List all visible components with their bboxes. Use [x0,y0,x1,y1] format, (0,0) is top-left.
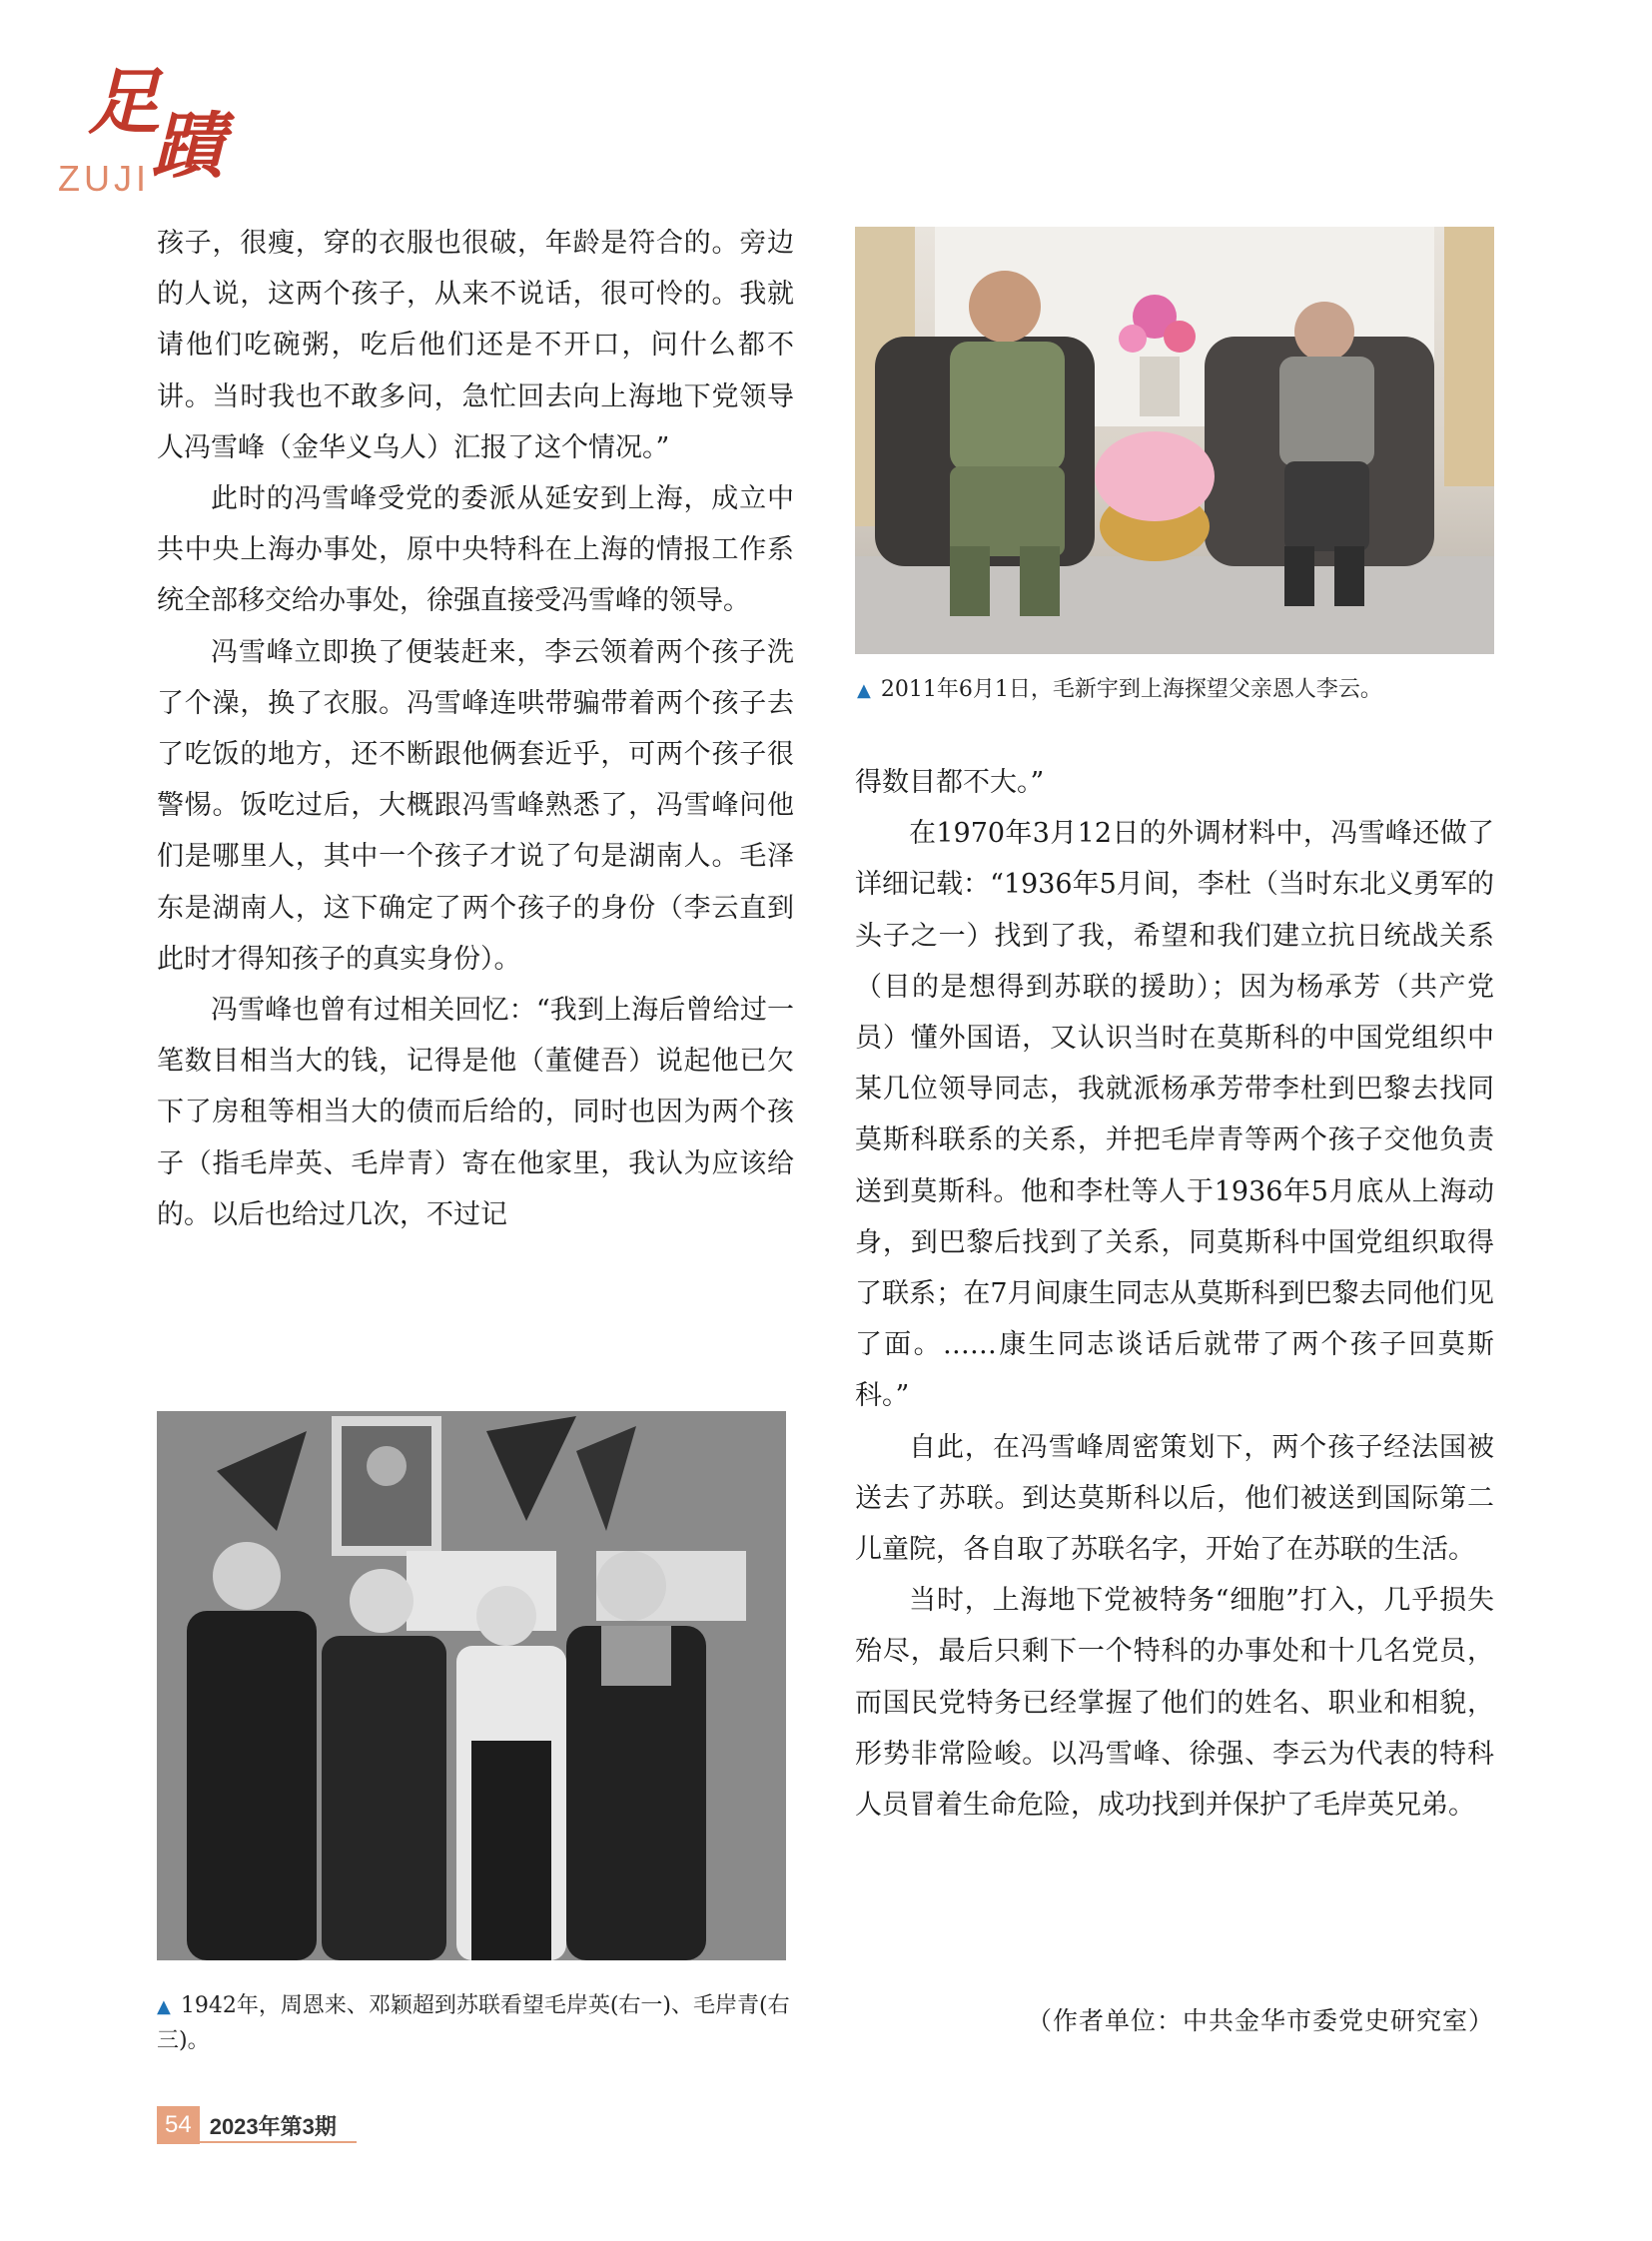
page-number: 54 [157,2106,200,2144]
caption-triangle-icon: ▲ [157,1996,171,2017]
logo-char-1: 足 [88,59,157,144]
magazine-logo [88,59,224,188]
logo-char-2: 蹟 [152,103,221,188]
caption-text: 2011年6月1日，毛新宇到上海探望父亲恩人李云。 [880,677,1382,702]
paragraph: 当时，上海地下党被特务“细胞”打入，几乎损失殆尽，最后只剩下一个特科的办事处和十几名党员，而国民党特务已经掌握了他们的姓名、职业和相貌，形势非常险峻。以冯雪峰、徐强、李云为代表的特科人员冒着生命危险，成功找到并保护了毛岸英兄弟。 [855,1585,1494,1822]
issue-label: 2023年第3期 [209,2113,337,2139]
right-column-text [855,757,1494,1831]
photo-caption-1 [857,673,1496,708]
photo-visit-illustration [855,227,1494,654]
photo-group-illustration [157,1411,786,1960]
photo-caption-2 [157,1989,796,2058]
paragraph: 在1970年3月12日的外调材料中，冯雪峰还做了详细记载：“1936年5月间，李杜（当时东北义勇军的头子之一）找到了我，希望和我们建立抗日统战关系（目的是想得到苏联的援助）；因为杨承芳（共产党员）懂外国语，又认识当时在莫斯科的中国党组织中某几位领导同志，我就派杨承芳带李杜到巴黎去找同莫斯科联系的关系，并把毛岸青等两个孩子交他负责送到莫斯科。他和李杜等人于1936年5月底从上海动身，到巴黎后找到了关系，同莫斯科中国党组织取得了联系；在7月间康生同志从莫斯科到巴黎去同他们见了面。……康生同志谈话后就带了两个孩子回莫斯科。” [855,818,1494,1412]
logo-latin: ZUJI [58,158,150,199]
paragraph: 得数目都不大。” [855,767,1045,798]
paragraph: 孩子，很瘦，穿的衣服也很破，年龄是符合的。旁边的人说，这两个孩子，从来不说话，很可怜的。我就请他们吃碗粥，吃后他们还是不开口，问什么都不讲。当时我也不敢多问，急忙回去向上海地下党领导人冯雪峰（金华义乌人）汇报了这个情况。” [157,228,794,463]
left-column-text [157,218,794,1240]
paragraph: 此时的冯雪峰受党的委派从延安到上海，成立中共中央上海办事处，原中央特科在上海的情报工作系统全部移交给办事处，徐强直接受冯雪峰的领导。 [157,483,794,617]
photo-visit-2011 [855,227,1494,654]
photo-group-1942 [157,1411,786,1960]
footer-divider [157,2141,357,2143]
caption-text: 1942年，周恩来、邓颖超到苏联看望毛岸英(右一)、毛岸青(右三)。 [157,1993,790,2053]
page-footer [157,2105,337,2145]
paragraph: 冯雪峰也曾有过相关回忆：“我到上海后曾给过一笔数目相当大的钱，记得是他（董健吾）说起他已欠下了房租等相当大的债而后给的，同时也因为两个孩子（指毛岸英、毛岸青）寄在他家里，我认为应该给的。以后也给过几次，不过记 [157,995,794,1230]
author-affiliation: （作者单位：中共金华市委党史研究室） [1026,2006,1494,2035]
caption-triangle-icon: ▲ [857,680,871,701]
paragraph: 冯雪峰立即换了便装赶来，李云领着两个孩子洗了个澡，换了衣服。冯雪峰连哄带骗带着两个孩子去了吃饭的地方，还不断跟他俩套近乎，可两个孩子很警惕。饭吃过后，大概跟冯雪峰熟悉了，冯雪峰问他们是哪里人，其中一个孩子才说了句是湖南人。毛泽东是湖南人，这下确定了两个孩子的身份（李云直到此时才得知孩子的真实身份）。 [157,636,794,975]
paragraph: 自此，在冯雪峰周密策划下，两个孩子经法国被送去了苏联。到达莫斯科以后，他们被送到国际第二儿童院，各自取了苏联名字，开始了在苏联的生活。 [855,1431,1494,1566]
